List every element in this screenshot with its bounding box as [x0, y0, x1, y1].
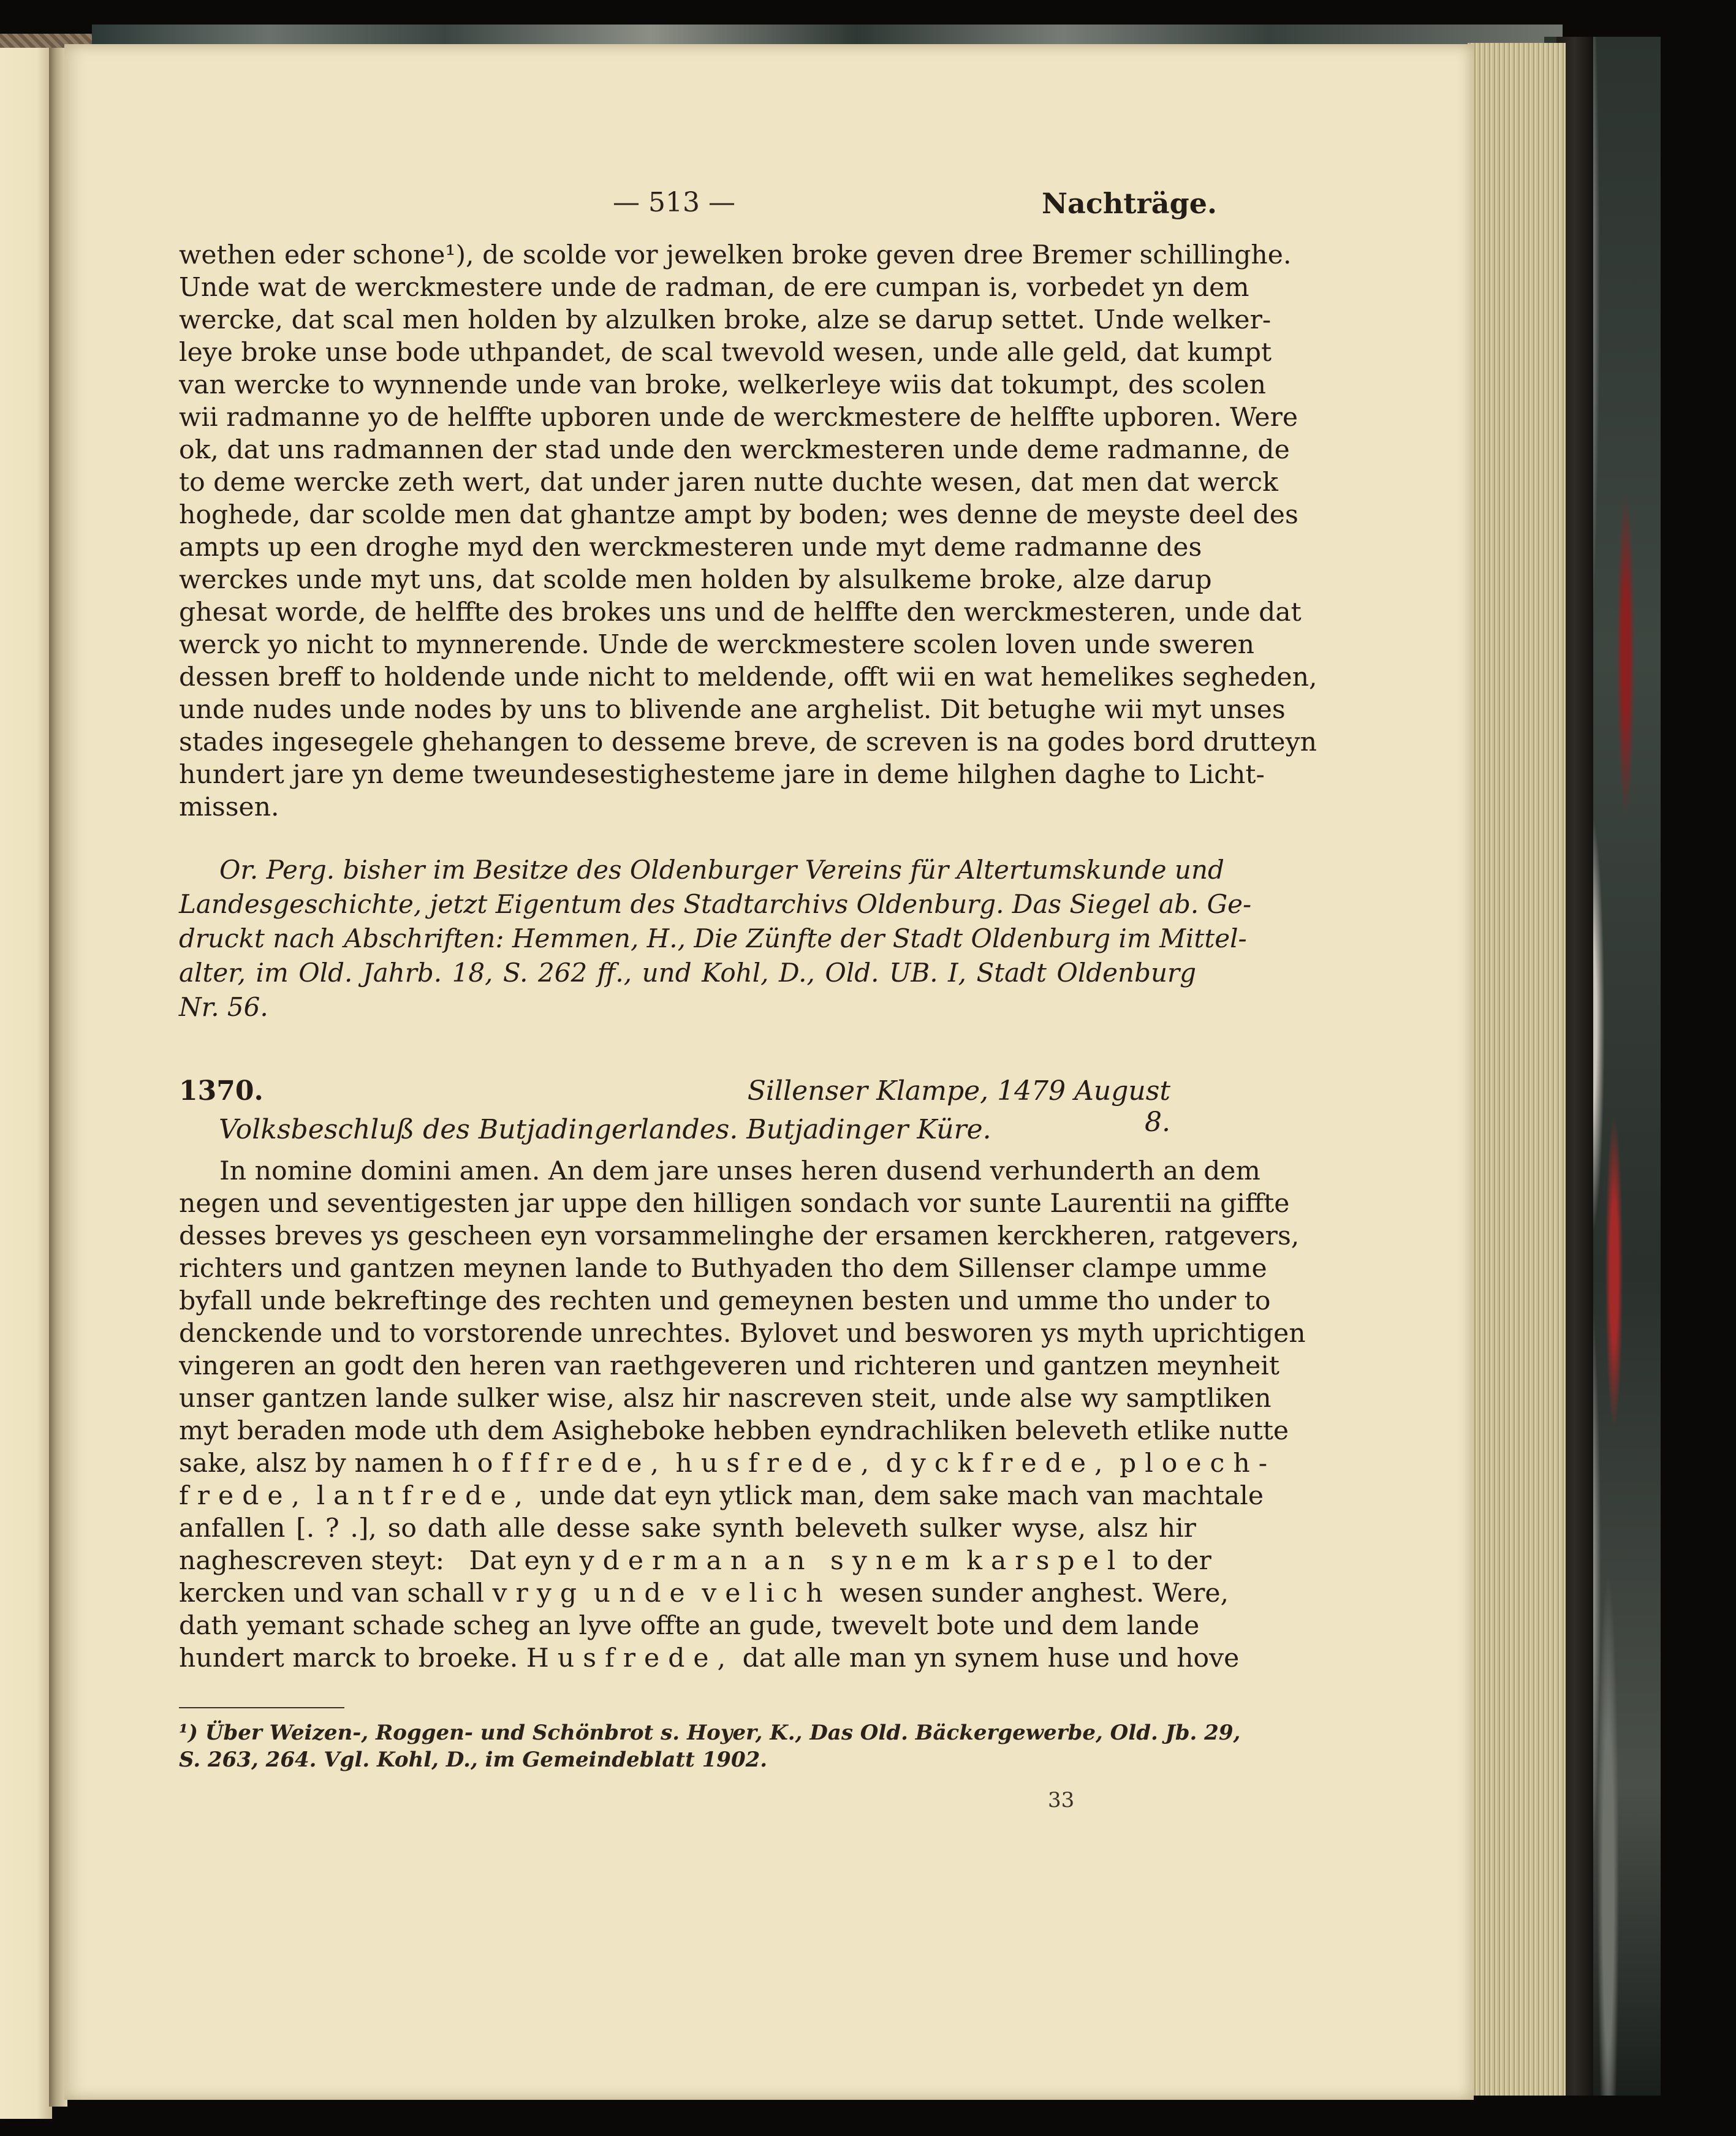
source-note	[179, 853, 1252, 1024]
spaced-term: lantfrede,	[316, 1481, 532, 1511]
text-fragment: naghescreven steyt:	[179, 1546, 445, 1576]
text-line	[179, 1577, 1229, 1610]
spaced-term: yderman	[579, 1546, 756, 1576]
signature-mark: 33	[1048, 1788, 1075, 1812]
text-line: wercke, dat scal men holden by alzulken broke, alze se darup settet. Unde welker-	[179, 305, 1272, 335]
footnote-line: S. 263, 264. Vgl. Kohl, D., im Gemeindeblatt 1902.	[179, 1748, 768, 1772]
text-fragment: Dat eyn	[469, 1546, 572, 1576]
entry-title: Volksbeschluß des Butjadingerlandes. Butjadinger Küre.	[219, 1114, 991, 1145]
spaced-term: ploech-	[1120, 1449, 1276, 1479]
text-line: werckes unde myt uns, dat scolde men holden by alsulkeme broke, alze darup	[179, 565, 1212, 595]
spaced-term: hofffrede,	[452, 1449, 667, 1479]
text-line	[179, 1480, 1264, 1512]
footnote	[179, 1719, 1241, 1773]
text-line	[179, 1447, 1276, 1480]
text-line: denckende und to vorstorende unrechtes. Bylovet und besworen ys myth uprichtigen	[179, 1319, 1306, 1349]
text-line: Or. Perg. bisher im Besitze des Oldenburger Vereins für Altertumskunde und	[219, 855, 1224, 885]
text-line: Landesgeschichte, jetzt Eigentum des Stadtarchivs Oldenburg. Das Siegel ab. Ge-	[179, 889, 1252, 919]
text-line: In nomine domini amen. An dem jare unses heren dusend verhunderth an dem	[219, 1156, 1260, 1186]
text-line: ghesat worde, de helffte des brokes uns und de helffte den werckmesteren, unde dat	[179, 597, 1302, 627]
text-fragment: unde dat eyn ytlick man, dem sake mach van machtale	[539, 1481, 1264, 1511]
text-line: wethen eder schone¹), de scolde vor jewelken broke geven dree Bremer schillinghe.	[179, 240, 1292, 270]
text-line: Nr. 56.	[179, 992, 268, 1022]
text-line: to deme wercke zeth wert, dat under jaren nutte duchte wesen, dat men dat werck	[179, 468, 1278, 498]
text-line: anfallen [. ? .], so dath alle desse sake synth beleveth sulker wyse, alsz hir	[179, 1513, 1196, 1543]
text-line: wii radmanne yo de helffte upboren unde de werckmestere de helffte upboren. Were	[179, 403, 1298, 433]
text-line: hundert jare yn deme tweundesestighesteme jare in deme hilghen daghe to Licht-	[179, 760, 1265, 790]
text-line: stades ingesegele ghehangen to desseme breve, de screven is na godes bord drutteyn	[179, 727, 1317, 757]
spaced-term: velich	[702, 1578, 832, 1608]
text-line: van wercke to wynnende unde van broke, welkerleye wiis dat tokumpt, des scolen	[179, 370, 1267, 400]
text-line: leye broke unse bode uthpandet, de scal twevold wesen, unde alle geld, dat kumpt	[179, 338, 1272, 368]
text-line: byfall unde bekreftinge des rechten und gemeynen besten und umme tho under to	[179, 1286, 1271, 1316]
text-line: ok, dat uns radmannen der stad unde den werckmesteren unde deme radmanne, de	[179, 435, 1290, 465]
spaced-term: Husfrede,	[526, 1643, 735, 1673]
facing-page-edge	[0, 48, 52, 2119]
spaced-term: frede,	[179, 1481, 309, 1511]
text-line: unser gantzen lande sulker wise, alsz hir nascreven steit, unde alse wy samptliken	[179, 1384, 1272, 1414]
spaced-term: husfrede,	[675, 1449, 878, 1479]
spaced-term: an synem	[764, 1546, 958, 1576]
text-line: myt beraden mode uth dem Asigheboke hebben eyndrachliken beleveth etlike nutte	[179, 1416, 1289, 1446]
text-line: alter, im Old. Jahrb. 18, S. 262 ff., und Kohl, D., Old. UB. I, Stadt Oldenburg	[179, 958, 1196, 988]
text-line: Unde wat de werckmestere unde de radman, de ere cumpan is, vorbedet yn dem	[179, 273, 1249, 303]
spaced-term: unde	[593, 1578, 694, 1608]
text-line: dessen breff to holdende unde nicht to meldende, offt wii en wat hemelikes segheden,	[179, 662, 1317, 692]
spaced-term: vryg	[492, 1578, 586, 1608]
text-line: negen und seventigesten jar uppe den hilligen sondach vor sunte Laurentii na giffte	[179, 1189, 1290, 1219]
text-line: missen.	[179, 792, 279, 822]
text-line: dath yemant schade scheg an lyve offte an gude, twevelt bote und dem lande	[179, 1611, 1200, 1641]
text-fragment: dat alle man yn synem huse und hove	[742, 1643, 1240, 1673]
text-line: vingeren an godt den heren van raethgeveren und richteren und gantzen meynheit	[179, 1351, 1279, 1381]
text-line: richters und gantzen meynen lande to Buthyaden tho dem Sillenser clampe umme	[179, 1254, 1267, 1284]
text-fragment: kercken und van schall	[179, 1578, 485, 1608]
page-edges-stack	[1468, 43, 1566, 2096]
text-fragment: sake, alsz by namen	[179, 1449, 444, 1479]
footnote-rule	[179, 1707, 344, 1708]
footnote-line: ¹) Über Weizen-, Roggen- und Schönbrot s. Hoyer, K., Das Old. Bäckergewerbe, Old. Jb. 29,	[179, 1721, 1241, 1745]
spaced-term: dyckfrede,	[885, 1449, 1112, 1479]
page-number: — 513 —	[613, 187, 735, 218]
text-line: desses breves ys gescheen eyn vorsammelinghe der ersamen kerckheren, ratgevers,	[179, 1221, 1300, 1251]
text-line: druckt nach Abschriften: Hemmen, H., Die Zünfte der Stadt Oldenburg im Mittel-	[179, 923, 1247, 953]
text-fragment: hundert marck to broeke.	[179, 1643, 518, 1673]
entry-number: 1370.	[179, 1075, 263, 1107]
text-line	[179, 1642, 1240, 1675]
text-line: ampts up een droghe myd den werckmesteren unde myt deme radmanne des	[179, 532, 1202, 562]
text-fragment: wesen sunder anghest. Were,	[840, 1578, 1229, 1608]
entry-place-date: Sillenser Klampe, 1479 August 8.	[747, 1075, 1170, 1138]
paragraph-charter-end	[179, 239, 1317, 824]
text-line: werck yo nicht to mynnerende. Unde de werckmestere scolen loven unde sweren	[179, 630, 1254, 660]
running-head: Nachträge.	[1042, 187, 1218, 220]
text-fragment: to der	[1132, 1546, 1211, 1576]
text-line	[179, 1545, 1211, 1577]
text-line: unde nudes unde nodes by uns to blivende ane arghelist. Dit betughe wii myt unses	[179, 695, 1286, 725]
paragraph-kuere	[179, 1155, 1306, 1675]
text-line: hoghede, dar scolde men dat ghantze ampt by boden; wes denne de meyste deel des	[179, 500, 1298, 530]
spaced-term: karspel	[966, 1546, 1124, 1576]
